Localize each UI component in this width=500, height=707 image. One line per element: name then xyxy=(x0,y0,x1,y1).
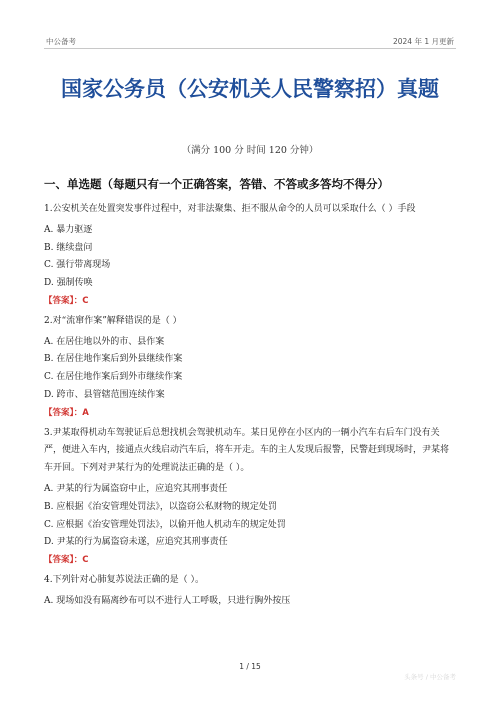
question-stem: 4.下列针对心肺复苏说法正确的是（ ）。 xyxy=(44,574,204,585)
question-2 xyxy=(44,313,456,423)
question-stem: 2.对“流窜作案”解释错误的是（ ） xyxy=(44,315,182,326)
question-stem: 1.公安机关在处置突发事件过程中，对非法聚集、拒不服从命令的人员可以采取什么（ ）手段 xyxy=(44,204,416,214)
option-a: A. 暴力驱逐 xyxy=(44,224,93,235)
option-b: B. 继续盘问 xyxy=(44,242,93,253)
answer-label: 【答案】：A xyxy=(44,407,89,418)
option-b: B. 应根据《治安管理处罚法》，以盗窃公私财物的规定处罚 xyxy=(44,501,277,512)
question-4 xyxy=(44,572,456,611)
option-d: D. 尹某的行为属盗窃未遂，应追究其刑事责任 xyxy=(44,537,228,548)
page-number: 1 / 15 xyxy=(239,662,261,671)
answer-label: 【答案】：C xyxy=(44,295,89,306)
document-subtitle: （满分 100 分 时间 120 分钟） xyxy=(181,145,319,156)
option-c: C. 强行带离现场 xyxy=(44,260,111,271)
option-d: D. 跨市、县管辖范围连续作案 xyxy=(44,389,165,400)
option-a: A. 在居住地以外的市、县作案 xyxy=(44,336,165,347)
question-3 xyxy=(44,425,456,570)
option-c: C. 应根据《治安管理处罚法》，以偷开他人机动车的规定处罚 xyxy=(44,519,286,530)
header-brand: 中公备考 xyxy=(46,37,76,46)
question-stem: 3.尹某取得机动车驾驶证后总想找机会驾驶机动车。某日见停在小区内的一辆小汽车右后车门没有关严，便进入车内，接通点火线启动汽车后，将车开走。车的主人发现后报警，民警赶到现场时，尹某将车开回。下列对尹某行为的处理说法正确的是（ ）。 xyxy=(44,427,450,474)
question-list xyxy=(44,201,456,611)
document-title: 国家公务员（公安机关人民警察招）真题 xyxy=(61,77,439,101)
page-header xyxy=(44,34,456,49)
section-heading: 一、单选题（每题只有一个正确答案，答错、不答或多答均不得分） xyxy=(44,177,389,191)
option-a: A. 现场如没有隔离纱布可以不进行人工呼吸，只进行胸外按压 xyxy=(44,595,291,606)
option-c: C. 在居住地作案后到外市继续作案 xyxy=(44,372,183,383)
option-a: A. 尹某的行为属盗窃中止，应追究其刑事责任 xyxy=(44,483,228,494)
watermark: 头条号 / 中公备考 xyxy=(404,673,456,681)
question-1 xyxy=(44,201,456,311)
header-update-date: 2024 年 1 月更新 xyxy=(392,37,454,46)
option-b: B. 在居住地作案后到外县继续作案 xyxy=(44,354,183,365)
option-d: D. 强制传唤 xyxy=(44,278,93,289)
answer-label: 【答案】：C xyxy=(44,555,89,566)
